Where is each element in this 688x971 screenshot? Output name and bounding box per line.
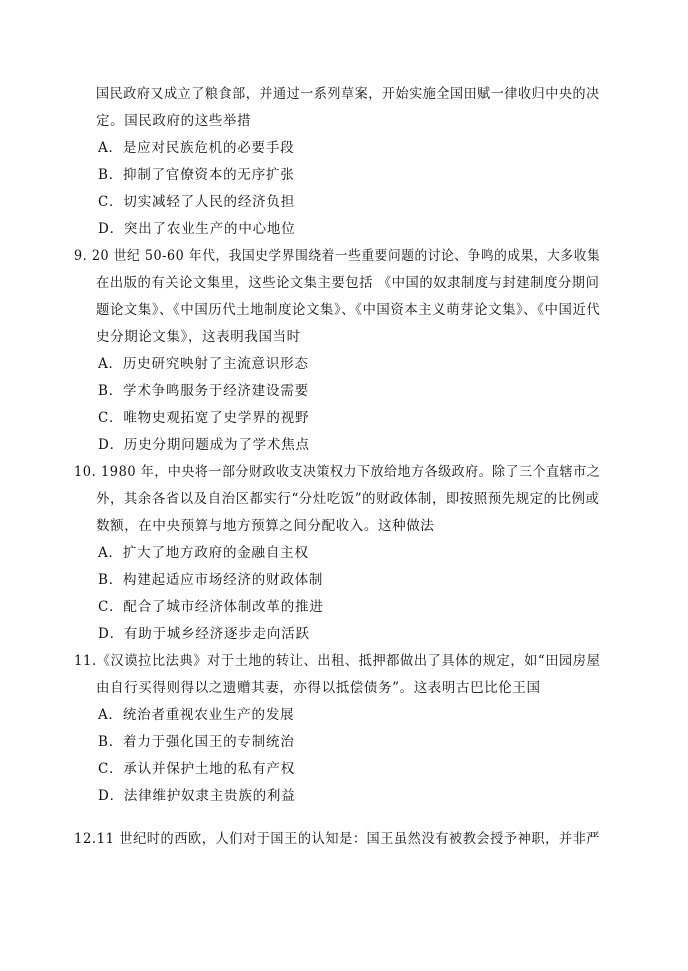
question-10-option-b: B．构建起适应市场经济的财政体制: [98, 572, 324, 588]
question-11-option-c: C．承认并保护土地的私有产权: [98, 761, 296, 777]
question-9-option-a: A．历史研究映射了主流意识形态: [98, 356, 309, 372]
question-11-stem-line-1: 11.《汉谟拉比法典》对于土地的转让、出租、抵押都做出了具体的规定，如“田园房屋: [74, 653, 601, 669]
question-9-stem-line-1: 9. 20 世纪 50-60 年代，我国史学界围绕着一些重要问题的讨论、争鸣的成果，大多收集: [74, 248, 601, 264]
question-11-option-b: B．着力于强化国王的专制统治: [98, 734, 295, 750]
question-8-option-d: D．突出了农业生产的中心地位: [98, 221, 296, 237]
question-11-option-d: D．法律维护奴隶主贵族的利益: [98, 788, 296, 804]
question-10-stem-line-1: 10. 1980 年，中央将一部分财政收支决策权力下放给地方各级政府。除了三个直辖市之: [74, 464, 601, 480]
question-9-option-d: D．历史分期问题成为了学术焦点: [98, 437, 310, 453]
question-11-stem-line-2: 由自行买得则得以之遗赠其妻，亦得以抵偿债务”。这表明古巴比伦王国: [96, 680, 541, 696]
question-8-stem-line-2: 定。国民政府的这些举措: [96, 113, 252, 129]
question-8-option-c: C．切实减轻了人民的经济负担: [98, 194, 296, 210]
question-8-option-b: B．抑制了官僚资本的无序扩张: [98, 167, 295, 183]
question-10-option-d: D．有助于城乡经济逐步走向活跃: [98, 626, 310, 642]
question-10-stem-line-3: 数额，在中央预算与地方预算之间分配收入。这种做法: [96, 518, 435, 534]
question-9-stem-line-4: 史分期论文集》，这表明我国当时: [96, 329, 301, 345]
question-10-option-a: A．扩大了地方政府的金融自主权: [98, 545, 309, 561]
question-9-stem-line-3: 题论文集》、《中国历代土地制度论文集》、《中国资本主义萌芽论文集》、《中国近代: [96, 302, 601, 318]
question-9-option-b: B．学术争鸣服务于经济建设需要: [98, 383, 309, 399]
question-8-stem-line-1: 国民政府又成立了粮食部，并通过一系列草案，开始实施全国田赋一律收归中央的决: [96, 86, 600, 102]
question-8-option-a: A．是应对民族危机的必要手段: [98, 140, 295, 156]
question-12-stem-line-1: 12.11 世纪时的西欧，人们对于国王的认知是：国王虽然没有被教会授予神职，并非严: [74, 831, 601, 847]
question-9-stem-line-2: 在出版的有关论文集里，这些论文集主要包括 《中国的奴隶制度与封建制度分期问: [96, 275, 600, 291]
question-10-option-c: C．配合了城市经济体制改革的推进: [98, 599, 324, 615]
question-9-option-c: C．唯物史观拓宽了史学界的视野: [98, 410, 310, 426]
question-10-stem-line-2: 外，其余各省以及自治区都实行“分灶吃饭”的财政体制，即按照预先规定的比例或: [96, 491, 600, 507]
question-11-option-a: A．统治者重视农业生产的发展: [98, 707, 295, 723]
